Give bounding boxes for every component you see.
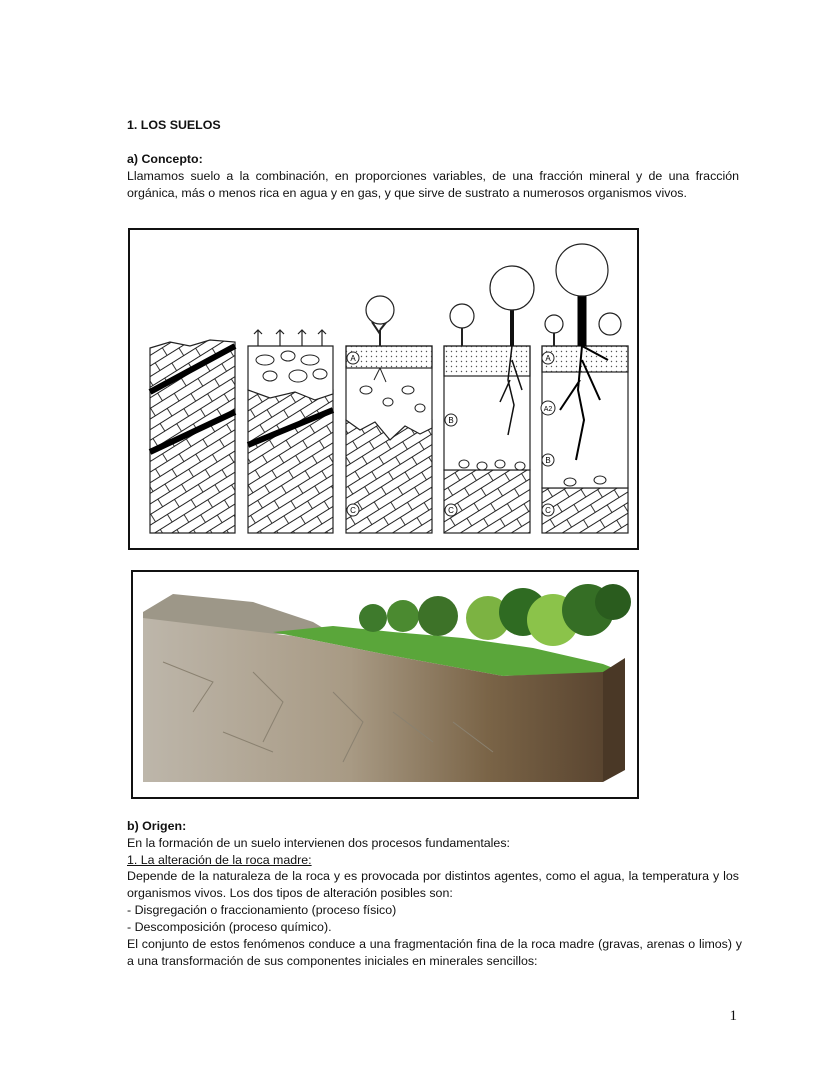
horizon-label: B <box>448 416 454 425</box>
origen-intro: En la formación de un suelo intervienen dos procesos fundamentales: <box>127 836 510 850</box>
concepto-paragraph: Llamamos suelo a la combinación, en proporciones variables, de una fracción mineral y de una fracción orgánica, más o menos rica en agua y en gas, y que sirve de sustrato a numerosos organismos vivos. <box>127 169 739 200</box>
stage-2-column <box>248 330 333 533</box>
origen-paragraph-2: El conjunto de estos fenómenos conduce a una fragmentación fina de la roca madre (gravas, arenas o limos) y a una transformación de sus componentes iniciales en minerales sencillos: <box>127 937 742 968</box>
horizon-label: C <box>448 506 454 515</box>
soil-stages-svg <box>130 230 637 548</box>
horizon-label: C <box>545 506 551 515</box>
origen-heading: b) Origen: <box>127 819 187 833</box>
horizon-label: B <box>545 456 551 465</box>
stage-1-column <box>150 340 235 533</box>
horizon-label: C <box>350 506 356 515</box>
page-number: 1 <box>729 1008 737 1024</box>
concepto-heading: a) Concepto: <box>127 152 203 166</box>
soil-formation-diagram <box>128 228 639 550</box>
stage-4-column <box>444 266 534 533</box>
origen-list-item-1: - Disgregación o fraccionamiento (proceso físico) <box>127 903 397 917</box>
stage-3-column <box>346 296 432 533</box>
horizon-label: A <box>350 354 356 363</box>
horizon-label: A <box>545 354 551 363</box>
soil-side <box>603 658 625 782</box>
soil-block-illustration <box>131 570 639 799</box>
origen-list-item-2: - Descomposición (proceso químico). <box>127 920 332 934</box>
stage-5-column <box>541 244 628 533</box>
origen-paragraph-1: Depende de la naturaleza de la roca y es provocada por distintos agentes, como el agua, la temperatura y los organismos vivos. Los dos tipos de alteración posibles son: <box>127 869 739 900</box>
section-title: 1. LOS SUELOS <box>127 118 221 132</box>
horizon-label: A2 <box>543 406 553 413</box>
soil-block-svg <box>133 572 637 797</box>
origen-subheading: 1. La alteración de la roca madre: <box>127 853 312 867</box>
